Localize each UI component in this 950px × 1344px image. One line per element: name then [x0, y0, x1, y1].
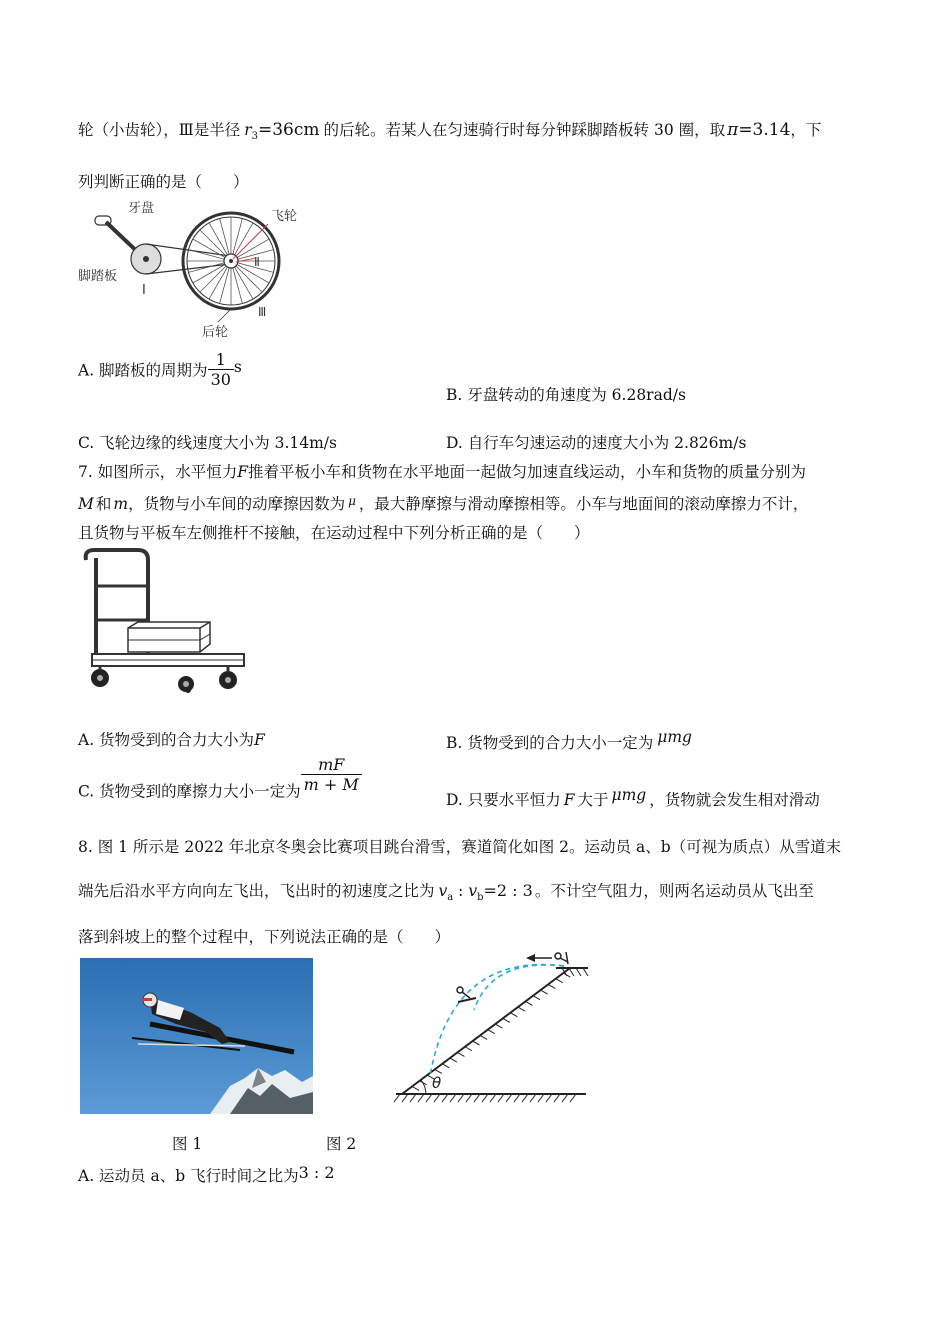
q6-line2: 列判断正确的是（ ） [78, 173, 249, 191]
rear-wheel-label: 后轮 [202, 325, 229, 340]
fraction-denominator: 30 [210, 370, 231, 389]
q7-line1-a: 7. 如图所示，水平恒力 [78, 463, 238, 481]
slope-hatch-line [442, 1064, 449, 1068]
top-hatch-line [583, 968, 588, 976]
q8-option-a[interactable] [78, 1163, 335, 1186]
ground-hatch-line [482, 1094, 488, 1102]
q6-option-a-fraction [208, 350, 234, 389]
q7-line2-b: ，货物与小车间的动摩擦因数为 [128, 495, 346, 513]
ground-hatch-line [522, 1094, 528, 1102]
ground-hatch-line [554, 1094, 560, 1102]
ground-hatch-line [434, 1094, 440, 1102]
slope-hatch-line [518, 1007, 525, 1011]
q7-line1 [78, 460, 806, 482]
ground-hatch-line [394, 1094, 400, 1102]
q7-option-b[interactable] [446, 728, 692, 753]
q8-line2 [78, 879, 814, 903]
figure-1-caption: 图 1 [172, 1135, 203, 1153]
q7-line3: 且货物与平板车左侧推杆不接触，在运动过程中下列分析正确的是（ ） [78, 524, 590, 542]
fraction-denominator: m + M [303, 775, 359, 794]
slope-diagram [392, 948, 602, 1108]
ground-hatch-line [466, 1094, 472, 1102]
velocity-a: v [438, 882, 448, 900]
q7-option-d-text: D. 只要水平恒力 [446, 791, 561, 809]
q7-line1-b: 推着平板小车和货物在水平地面一起做匀加速直线运动，小车和货物的质量分别为 [247, 463, 806, 481]
ground-hatch-line [546, 1094, 552, 1102]
q8-option-a-value: 3 : 2 [298, 1163, 335, 1182]
q7-line2-c: ，最大静摩擦与滑动摩擦相等。小车与地面间的滚动摩擦力不计， [358, 495, 809, 513]
slope-hatch-line [503, 1018, 510, 1022]
q7-option-c-text: C. 货物受到的摩擦力大小一定为 [78, 782, 301, 801]
ratio-colon: : [453, 882, 469, 900]
theta-label: θ [432, 1074, 442, 1092]
q6-option-a[interactable] [78, 350, 242, 389]
pi-value: =3.14 [738, 120, 791, 140]
flywheel-label: 飞轮 [271, 209, 298, 224]
q7-option-d-mid: 大于 [577, 791, 609, 809]
q6-line1-b: 的后轮。若某人在匀速骑行时每分钟踩脚踏板转 30 圈，取 [323, 121, 726, 139]
q7-option-a-F: F [254, 731, 265, 749]
q7-option-b-expr: μmg [657, 728, 692, 746]
ground-hatch-line [562, 1094, 568, 1102]
ground-hatch-line [498, 1094, 504, 1102]
ground-hatch-line [426, 1094, 432, 1102]
q7-option-b-text: B. 货物受到的合力大小一定为 [446, 734, 654, 752]
fraction-numerator: mF [301, 755, 362, 775]
ground-hatch-line [514, 1094, 520, 1102]
slope-hatch-line [548, 984, 555, 988]
slope-hatch-line [541, 990, 548, 994]
ground-hatch-line [410, 1094, 416, 1102]
pi-symbol: π [727, 120, 739, 140]
velocity-b-sub: b [477, 892, 484, 903]
slope-hatch-line [510, 1013, 517, 1017]
top-hatch-line [569, 968, 574, 976]
slope-hatch-line [473, 1041, 480, 1045]
force-F: F [237, 463, 248, 481]
q7-option-d[interactable] [446, 786, 820, 810]
q7-option-d-F: F [563, 791, 575, 809]
q7-option-d-expr: μmg [611, 786, 647, 804]
q8-line1: 8. 图 1 所示是 2022 年北京冬奥会比赛项目跳台滑雪，赛道简化如图 2。运动员 a、b（可视为质点）从雪道末 [78, 838, 842, 856]
trolley-figure [78, 548, 248, 693]
q7-line2-a: 和 [95, 495, 112, 513]
q7-option-a-text: A. 货物受到的合力大小为 [78, 731, 255, 749]
ground-hatch-line [530, 1094, 536, 1102]
q8-line3: 落到斜坡上的整个过程中，下列说法正确的是（ ） [78, 928, 451, 946]
ground-hatch-line [458, 1094, 464, 1102]
q7-option-c-fraction [301, 755, 362, 794]
slope-hatch-line [488, 1030, 495, 1034]
label-III: Ⅲ [258, 305, 267, 319]
ski-jumper-photo [80, 958, 313, 1114]
ground-hatch-line [570, 1094, 576, 1102]
top-hatch-line [576, 968, 581, 976]
ground-hatch-line [506, 1094, 512, 1102]
slope-hatch-line [525, 1001, 532, 1005]
slope-hatch-line [480, 1035, 487, 1039]
q7-option-a[interactable] [78, 728, 265, 750]
r3-subscript: 3 [251, 131, 258, 142]
ground-hatch-line [442, 1094, 448, 1102]
ground-hatch-line [418, 1094, 424, 1102]
slope-hatch-line [457, 1052, 464, 1056]
ratio-value: =2 : 3 [483, 881, 533, 900]
q6-line1-a: 轮（小齿轮），Ⅲ是半径 [78, 121, 241, 139]
q8-option-a-text: A. 运动员 a、b 飞行时间之比为 [78, 1167, 299, 1185]
ground-hatch-line [538, 1094, 544, 1102]
q6-line1 [78, 118, 821, 142]
slope-hatch-line [435, 1069, 442, 1073]
ground-hatch-line [490, 1094, 496, 1102]
label-II: Ⅱ [254, 255, 260, 269]
q6-line1-c: ，下 [790, 121, 822, 139]
q6-option-b[interactable]: B. 牙盘转动的角速度为 6.28rad/s [446, 386, 686, 404]
ground-hatch-line [450, 1094, 456, 1102]
r3-value: =36cm [258, 120, 320, 140]
q6-option-d[interactable]: D. 自行车匀速运动的速度大小为 2.826m/s [446, 434, 747, 452]
ground-hatch-line [474, 1094, 480, 1102]
q8-line2-b: 。不计空气阻力，则两名运动员从飞出至 [534, 882, 814, 900]
slope-hatch-line [450, 1058, 457, 1062]
pedal-label: 脚踏板 [78, 269, 118, 284]
r3-symbol: r [244, 121, 252, 139]
slope-hatch-line [495, 1024, 502, 1028]
label-I: Ⅰ [142, 283, 146, 298]
q6-option-a-unit: s [233, 358, 242, 376]
figure-2-caption: 图 2 [326, 1135, 357, 1153]
slope-hatch-line [465, 1047, 472, 1051]
slope-hatch-line [533, 996, 540, 1000]
mass-M: M [78, 495, 94, 513]
q6-option-a-text: A. 脚踏板的周期为 [78, 361, 208, 380]
bicycle-figure [78, 196, 318, 346]
slope-hatch-line [556, 979, 563, 983]
q7-option-d-end: ，货物就会发生相对滑动 [649, 791, 820, 809]
q7-option-c[interactable] [78, 755, 362, 802]
mass-m: m [113, 495, 129, 513]
slope-hatch-line [412, 1086, 419, 1090]
velocity-b: v [468, 882, 478, 900]
q6-option-c[interactable]: C. 飞轮边缘的线速度大小为 3.14m/s [78, 434, 337, 452]
mu-symbol: μ [348, 494, 356, 508]
chainring-label: 牙盘 [128, 201, 155, 216]
velocity-a-sub: a [447, 892, 454, 903]
ground-hatch-line [402, 1094, 408, 1102]
q8-line2-a: 端先后沿水平方向向左飞出，飞出时的初速度之比为 [78, 882, 435, 900]
fraction-numerator: 1 [208, 350, 234, 370]
q7-line2 [78, 492, 808, 514]
